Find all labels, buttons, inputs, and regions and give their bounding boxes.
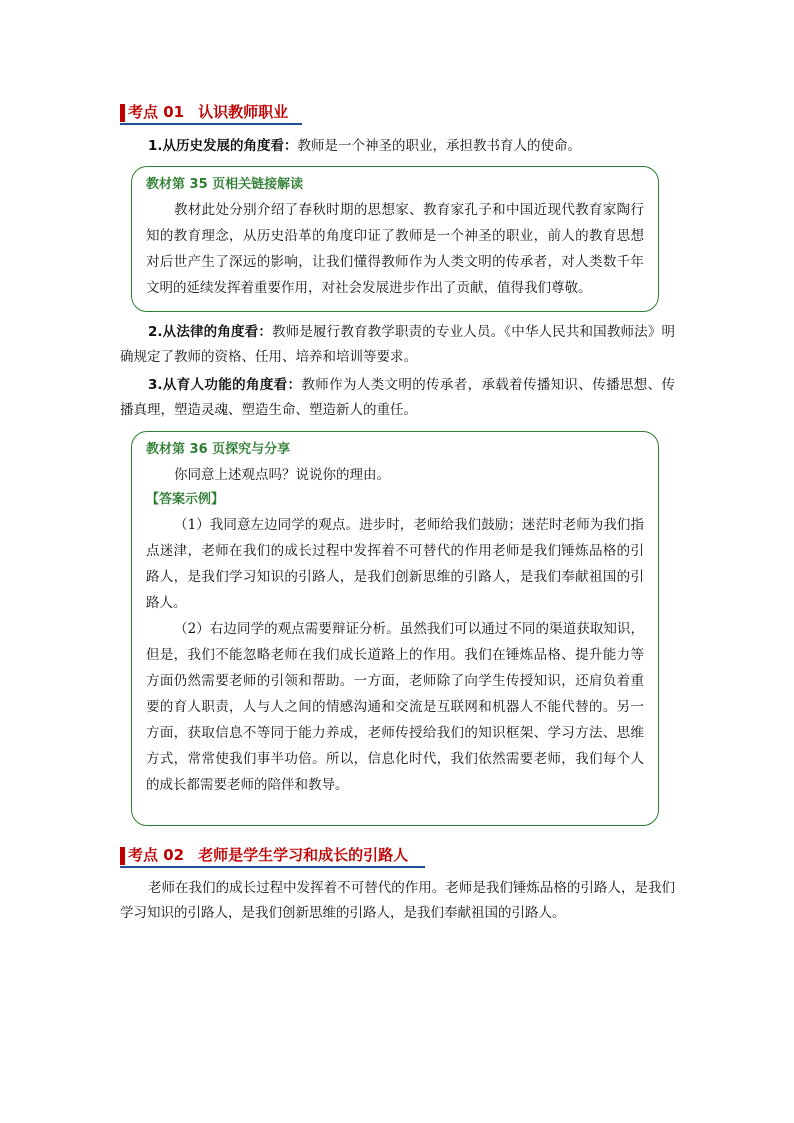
box-title: 教材第 35 页相关链接解读 [146, 177, 304, 192]
point-2 [120, 320, 675, 370]
box-text: 教材此处分别介绍了春秋时期的思想家、教育家孔子和中国近现代教育家陶行知的教育理念，从历史沿革的角度印证了教师是一个神圣的职业，前人的教育思想对后世产生了深远的影响，让我们懂得教师作为人类文明的传承者，对人类数千年文明的延续发挥着重要作用，对社会发展进步作出了贡献，值得我们尊敬。 [146, 202, 644, 296]
answer-example-tag: 【答案示例】 [146, 492, 225, 507]
explore-share-box [131, 431, 659, 826]
box-question: 你同意上述观点吗？说说你的理由。 [174, 467, 390, 483]
section-title-text: 老师是学生学习和成长的引路人 [198, 846, 409, 864]
section-marker [120, 104, 125, 122]
summary-paragraph: 老师在我们的成长过程中发挥着不可替代的作用。老师是我们锤炼品格的引路人，是我们学习知识的引路人，是我们创新思维的引路人，是我们奉献祖国的引路人。 [120, 880, 675, 921]
point-lead: 3.从育人功能的角度看： [148, 377, 302, 393]
textbook-link-box [131, 166, 659, 312]
section-number: 考点 01 [128, 103, 185, 121]
section-heading-2 [120, 843, 408, 865]
section-title [128, 103, 288, 122]
section-number: 考点 02 [128, 846, 185, 864]
point-text: 教师是履行教育教学职责的专业人员。《中华人民共和国教师法》明确规定了教师的资格、任用、培养和培训等要求。 [120, 324, 675, 365]
section-heading-1 [120, 100, 288, 122]
section-title [128, 846, 408, 865]
point-1 [148, 134, 675, 159]
box-title: 教材第 36 页探究与分享 [146, 442, 291, 457]
section-marker [120, 847, 125, 865]
section-underline [120, 123, 302, 125]
point-text: 教师作为人类文明的传承者，承载着传播知识、传播思想、传播真理，塑造灵魂、塑造生命、塑造新人的重任。 [120, 377, 676, 418]
answer-2: （2）右边同学的观点需要辩证分析。虽然我们可以通过不同的渠道获取知识，但是，我们不能忽略老师在我们成长道路上的作用。我们在锤炼品格、提升能力等方面仍然需要老师的引领和帮助。一方面，老师除了向学生传授知识，还肩负着重要的育人职责，人与人之间的情感沟通和交流是互联网和机器人不能代替的。另一方面，获取信息不等同于能力养成，老师传授给我们的知识框架、学习方法、思维方式，常常使我们事半功倍。所以，信息化时代，我们依然需要老师，我们每个人的成长都需要老师的陪伴和教导。 [146, 621, 644, 793]
section-title-text: 认识教师职业 [198, 103, 289, 121]
point-3 [120, 373, 675, 423]
section-underline [120, 866, 425, 868]
point-lead: 2.从法律的角度看： [148, 324, 272, 340]
point-lead: 1.从历史发展的角度看： [148, 138, 298, 154]
point-text: 教师是一个神圣的职业，承担教书育人的使命。 [297, 138, 582, 154]
answer-1: （1）我同意左边同学的观点。进步时，老师给我们鼓励；迷茫时老师为我们指点迷津，老师在我们的成长过程中发挥着不可替代的作用老师是我们锤炼品格的引路人，是我们学习知识的引路人，是我们创新思维的引路人，是我们奉献祖国的引路人。 [146, 517, 644, 611]
